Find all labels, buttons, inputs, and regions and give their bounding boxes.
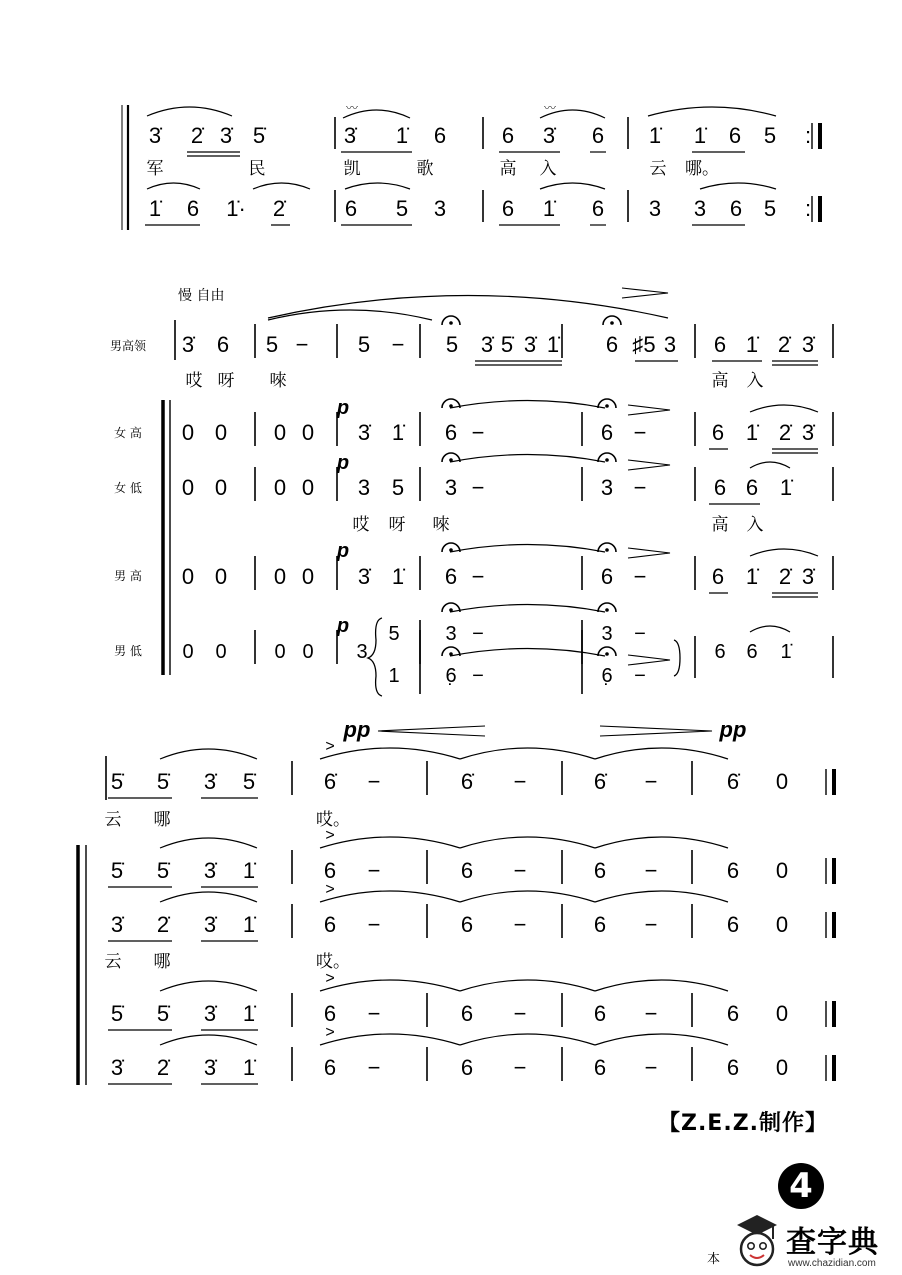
tie [595,748,728,759]
note: 6 [726,912,740,937]
note: 0 [273,420,287,445]
note: 6 [728,123,742,148]
fermata-dot [449,321,453,325]
note: − [634,665,646,687]
slur [750,549,818,556]
accent-mark: > [325,738,335,755]
tie [320,748,460,759]
note: 6 [714,641,726,663]
note: 6 [323,1055,337,1080]
note: 5̇ [156,769,170,794]
trill-mark: 〰 [543,101,557,115]
note: 1̇ [542,196,556,221]
note: 6 [433,123,447,148]
note: : [804,123,812,148]
note: 3 [445,623,457,645]
note: − [513,912,527,937]
note: 1̇ [779,475,793,500]
note: 3 [648,196,662,221]
tie [595,837,728,848]
slur [700,183,776,189]
note: 6̇ [460,769,474,794]
note: 6 [591,196,605,221]
note: 6 [726,1055,740,1080]
note: 6 [460,912,474,937]
note: 0 [273,564,287,589]
diminuendo-hairpin [628,655,670,665]
note: 6 [711,564,725,589]
lyric: 云 [649,159,667,178]
final-barline-thick [832,858,836,884]
note: 1̇ [693,123,707,148]
lyric: 高 [711,515,729,534]
tie [460,1034,595,1045]
note: 3̇ [203,858,217,883]
page-number-badge: 4 [778,1163,824,1209]
note: 1̇ [391,420,405,445]
tie [320,837,460,848]
note: 0 [214,475,228,500]
note: − [472,665,484,687]
accent-mark: > [325,970,335,987]
note: − [513,858,527,883]
graduate-mascot-icon [735,1213,779,1271]
slur [750,462,790,468]
note: 1̇ [546,332,560,357]
tie [595,891,728,902]
note: 1̇ [648,123,662,148]
note: 1̇ [148,196,162,221]
tie [320,980,460,991]
slur [160,838,257,848]
note: 6̣ [601,665,613,687]
note: 6 [593,1001,607,1026]
note: − [633,564,647,589]
note: − [391,332,405,357]
note: − [634,623,646,645]
note: 3̇ [110,912,124,937]
note: 3 [600,475,614,500]
credit-label: 【Z.E.Z.制作】 [658,1111,829,1136]
note: 3̇ [480,332,494,357]
lyric: 呀 [388,515,406,534]
note: 6 [186,196,200,221]
tie [460,891,595,902]
diminuendo-hairpin [628,460,670,470]
lyric: 唻 [269,371,287,390]
note: 6 [460,1001,474,1026]
note: 5 [763,123,777,148]
note: 0 [273,475,287,500]
fermata-dot [605,458,609,462]
note: 0 [302,641,314,663]
note: 1̇ [242,912,256,937]
note: 6 [323,912,337,937]
note: − [644,912,658,937]
lyric: 高 [711,371,729,390]
note: 5 [357,332,371,357]
part-label: 女 高 [114,426,142,440]
note: − [644,1055,658,1080]
note: − [633,420,647,445]
note: 6 [444,420,458,445]
chord-brace [368,618,382,696]
note: 6 [593,1055,607,1080]
part-label: 男高领 [109,339,147,353]
lyric: 凯 [343,159,361,178]
note: 3̇ [110,1055,124,1080]
note: 2̇ [777,332,791,357]
note: 2̇ [272,196,286,221]
tie [460,837,595,848]
note: 6 [600,564,614,589]
accent-mark: > [325,881,335,898]
slur [160,981,257,991]
note: 1̇ [745,332,759,357]
fermata-dot [605,652,609,656]
watermark-title: 查字典 [786,1225,879,1260]
note: 1̇ [745,420,759,445]
note: 3̇ [203,1001,217,1026]
note: 0 [214,420,228,445]
note: 6 [605,332,619,357]
note: 3̇ [801,564,815,589]
note: − [644,769,658,794]
part-label: 女 低 [114,481,142,495]
lyric: 入 [746,371,764,390]
note: 5̇ [156,1001,170,1026]
note: 1̇ [745,564,759,589]
note: 5 [388,623,400,645]
lyric: 哪 [153,810,171,829]
note: 6 [591,123,605,148]
slur [160,892,257,902]
note: − [513,1001,527,1026]
note: 5̇ [156,858,170,883]
note: 2̇ [778,564,792,589]
note: 0 [181,564,195,589]
note: − [367,1001,381,1026]
lyric: 哎 [352,515,370,534]
note: 0 [301,564,315,589]
crescendo-hairpin [378,726,485,736]
note: 0 [775,912,789,937]
phrase-slur [268,296,668,319]
note: 5 [445,332,459,357]
note: − [295,332,309,357]
note: 3̇ [203,1055,217,1080]
trill-mark: 〰 [345,101,359,115]
slur [253,183,310,189]
note: 5̇ [252,123,266,148]
note: − [513,769,527,794]
final-barline-thick [832,912,836,938]
tie [320,891,460,902]
note: 3̇ [148,123,162,148]
note: 6 [444,564,458,589]
tie [450,545,605,553]
note: − [471,420,485,445]
final-barline-thick [818,196,822,222]
note: 6 [323,1001,337,1026]
note: 6 [726,858,740,883]
note: 6̣ [445,665,457,687]
note: − [367,1055,381,1080]
dynamic-p: p [336,615,350,637]
note: 6 [460,858,474,883]
note: 6 [501,123,515,148]
note: 1̇ [780,641,792,663]
slur [648,107,776,116]
note: 2̇ [156,1055,170,1080]
slur [268,310,432,320]
final-barline-thick [832,1001,836,1027]
accent-mark: > [325,827,335,844]
note: 3̇ [343,123,357,148]
note: 0 [181,475,195,500]
note: − [471,564,485,589]
note: 5 [395,196,409,221]
final-barline-thick [832,1055,836,1081]
lyric: 哪 [153,952,171,971]
note: 6 [713,475,727,500]
note: 3̇ [219,123,233,148]
tie [595,1034,728,1045]
note: 6̇ [593,769,607,794]
note: 3̇ [203,912,217,937]
note: − [633,475,647,500]
note: 3̇ [523,332,537,357]
diminuendo-hairpin [600,726,712,736]
dynamic-p: p [336,397,350,419]
note: 1̇ [242,1055,256,1080]
note: 6 [501,196,515,221]
note: 5 [265,332,279,357]
note: 5̇ [110,858,124,883]
note: 2̇ [778,420,792,445]
lyric: 歌 [416,159,434,178]
note: − [367,912,381,937]
note: 3̇ [801,420,815,445]
tie [460,748,595,759]
note: 2̇ [190,123,204,148]
note: 6 [729,196,743,221]
note: − [367,769,381,794]
note: 6 [726,1001,740,1026]
dynamic-p: p [336,540,350,562]
lyric: 入 [746,515,764,534]
accent-mark: > [325,1024,335,1041]
note: 6 [746,641,758,663]
lyric: 哎 [185,371,203,390]
dynamic-p: p [336,452,350,474]
note: 3̇ [203,769,217,794]
note: − [644,858,658,883]
note: 6 [216,332,230,357]
part-label: 男 低 [114,644,142,658]
slur [750,626,790,632]
note: − [644,1001,658,1026]
note: 1̇ [242,1001,256,1026]
lyric: 哎。 [316,952,350,971]
note: 1̇· [226,196,246,221]
note: 6 [711,420,725,445]
note: − [471,475,485,500]
note: 0 [181,420,195,445]
slur [345,183,410,189]
note: 3 [601,623,613,645]
note: 3̇ [801,332,815,357]
fermata-dot [610,321,614,325]
note: 5̇ [500,332,514,357]
note: 3̇ [542,123,556,148]
dynamic-pp: pp [719,717,747,742]
note: 3 [693,196,707,221]
note: 0 [182,641,194,663]
lyric: 呀 [217,371,235,390]
note: 3̇ [357,420,371,445]
note: 6 [593,912,607,937]
note: 0 [301,475,315,500]
note: 3 [444,475,458,500]
note: 1 [388,665,400,687]
slur [147,183,200,189]
note: 5̇ [110,769,124,794]
watermark-word: 本 [707,1252,721,1267]
note: 0 [775,858,789,883]
note: 2̇ [156,912,170,937]
part-label: 男 高 [114,569,142,583]
note: − [367,858,381,883]
tie [450,455,605,463]
note: 6̇ [726,769,740,794]
note: − [472,623,484,645]
note: 0 [214,564,228,589]
note: 0 [301,420,315,445]
note: 6 [323,858,337,883]
lyric: 入 [539,159,557,178]
note: 0 [775,1001,789,1026]
note: 5 [763,196,777,221]
note: 5 [391,475,405,500]
tie [450,401,605,409]
note: 0 [775,1055,789,1080]
chord-brace-close [674,640,680,676]
note: 3 [357,475,371,500]
note: : [804,196,812,221]
note: 1̇ [391,564,405,589]
tie [320,1034,460,1045]
lyric: 唻 [432,515,450,534]
note: 6̇ [323,769,337,794]
note: 0 [775,769,789,794]
dynamic-pp: pp [343,717,371,742]
note: 5̇ [110,1001,124,1026]
note: 3 [433,196,447,221]
note: 3 [356,641,368,663]
note: 1̇ [242,858,256,883]
note: 3 [663,332,677,357]
slur [750,405,818,412]
note: 6 [344,196,358,221]
diminuendo-hairpin [622,288,668,298]
diminuendo-hairpin [628,548,670,558]
lyric: 云 [104,952,122,971]
lyric: 军 [146,159,164,178]
diminuendo-hairpin [628,405,670,415]
note: 0 [215,641,227,663]
note: 6 [713,332,727,357]
tie [450,605,605,613]
note: 3̇ [181,332,195,357]
note: ♯5 [632,332,656,357]
lyric: 云 [104,810,122,829]
fermata-dot [605,608,609,612]
note: 0 [274,641,286,663]
note: 5̇ [242,769,256,794]
fermata-dot [605,404,609,408]
tie [460,980,595,991]
note: 6 [593,858,607,883]
lyric: 哎。 [316,810,350,829]
note: 6 [460,1055,474,1080]
note: 6 [745,475,759,500]
lyric: 民 [248,159,266,178]
slur [147,107,232,116]
fermata-dot [605,548,609,552]
slur [540,183,605,189]
slur [160,749,257,759]
final-barline-thick [832,769,836,795]
final-barline-thick [818,123,822,149]
note: 3̇ [357,564,371,589]
lyric: 高 [499,159,517,178]
slur [160,1035,257,1045]
note: 1̇ [395,123,409,148]
note: − [513,1055,527,1080]
watermark-url: www.chazidian.com [788,1258,876,1269]
tempo-marking: 慢 自由 [178,288,225,304]
lyric: 哪。 [685,159,719,178]
tie [595,980,728,991]
note: 6 [600,420,614,445]
